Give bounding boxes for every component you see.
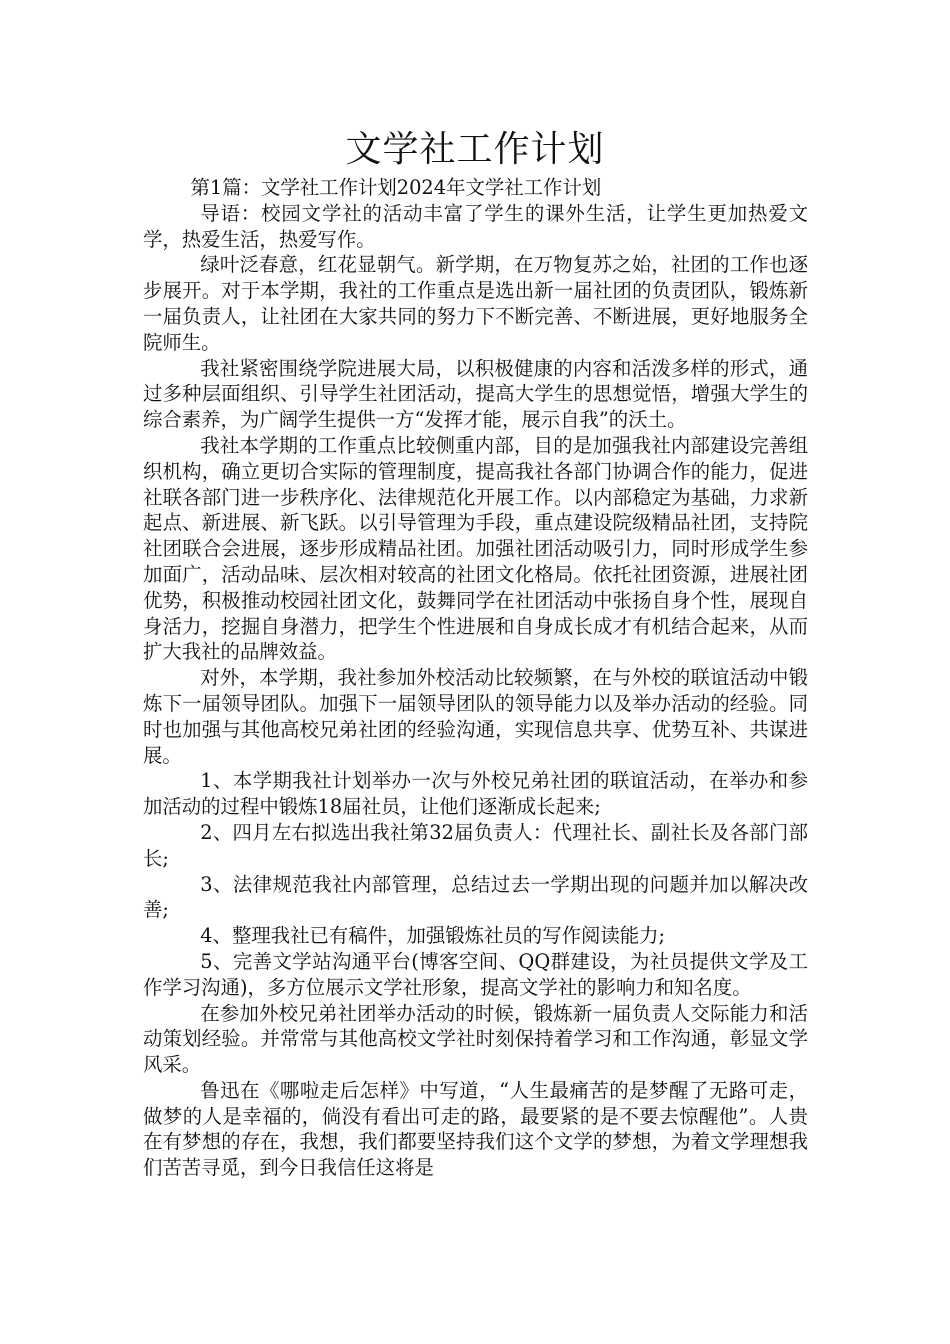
list-item: 3、法律规范我社内部管理，总结过去一学期出现的问题并加以解决改善;	[143, 872, 808, 922]
paragraph: 鲁迅在《哪啦走后怎样》中写道，“人生最痛苦的是梦醒了无路可走，做梦的人是幸福的，倘没有看出可走的路，最要紧的是不要去惊醒他”。人贵在有梦想的存在，我想，我们都要坚持我们这个文学的梦想，为着文学理想我们苦苦寻觅，到今日我信任这将是	[143, 1078, 808, 1180]
list-item: 5、完善文学站沟通平台(博客空间、QQ群建设，为社员提供文学及工作学习沟通)，多方位展示文学社形象，提高文学社的影响力和知名度。	[143, 949, 808, 999]
paragraph: 我社本学期的工作重点比较侧重内部，目的是加强我社内部建设完善组织机构，确立更切合实际的管理制度，提高我社各部门协调合作的能力，促进社联各部门进一步秩序化、法律规范化开展工作。以内部稳定为基础，力求新起点、新进展、新飞跃。以引导管理为手段，重点建设院级精品社团，支持院社团联合会进展，逐步形成精品社团。加强社团活动吸引力，同时形成学生参加面广，活动品味、层次相对较高的社团文化格局。依托社团资源，进展社团优势，积极推动校园社团文化，鼓舞同学在社团活动中张扬自身个性，展现自身活力，挖掘自身潜力，把学生个性进展和自身成长成才有机结合起来，从而扩大我社的品牌效益。	[143, 433, 808, 664]
paragraph: 对外，本学期，我社参加外校活动比较频繁，在与外校的联谊活动中锻炼下一届领导团队。加强下一届领导团队的领导能力以及举办活动的经验。同时也加强与其他高校兄弟社团的经验沟通，实现信息共享、优势互补、共谋进展。	[143, 666, 808, 767]
paragraph-intro: 导语：校园文学社的活动丰富了学生的课外生活，让学生更加热爱文学，热爱生活，热爱写作。	[143, 201, 808, 251]
list-item: 2、四月左右拟选出我社第32届负责人：代理社长、副社长及各部门部长;	[143, 820, 808, 870]
document-title: 文学社工作计划	[345, 129, 605, 170]
list-item: 4、整理我社已有稿件，加强锻炼社员的写作阅读能力;	[200, 924, 666, 948]
list-item: 1、本学期我社计划举办一次与外校兄弟社团的联谊活动，在举办和参加活动的过程中锻炼18届社员，让他们逐渐成长起来;	[143, 769, 808, 819]
paragraph: 在参加外校兄弟社团举办活动的时候，锻炼新一届负责人交际能力和活动策划经验。并常常与其他高校文学社时刻保持着学习和工作沟通，彰显文学风采。	[143, 1001, 808, 1077]
document-subtitle: 第1篇：文学社工作计划2024年文学社工作计划	[190, 176, 602, 199]
paragraph: 绿叶泛春意，红花显朝气。新学期，在万物复苏之始，社团的工作也逐步展开。对于本学期，我社的工作重点是选出新一届社团的负责团队，锻炼新一届负责人，让社团在大家共同的努力下不断完善、不断进展，更好地服务全院师生。	[143, 253, 808, 354]
paragraph: 我社紧密围绕学院进展大局，以积极健康的内容和活泼多样的形式，通过多种层面组织、引导学生社团活动，提高大学生的思想觉悟，增强大学生的综合素养，为广阔学生提供一方“发挥才能，展示自我”的沃土。	[143, 356, 808, 432]
document-body	[143, 175, 808, 1181]
